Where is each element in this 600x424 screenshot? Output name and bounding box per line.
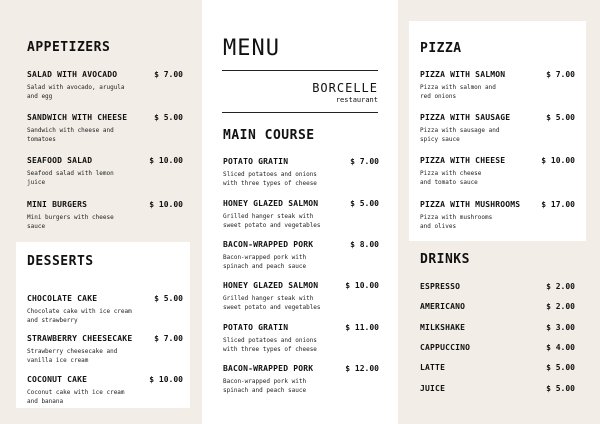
item-name: POTATO GRATIN bbox=[223, 323, 289, 332]
menu-item bbox=[27, 294, 183, 325]
item-description: Bacon-wrapped pork with spinach and peach sauce bbox=[223, 378, 307, 394]
item-name: HONEY GLAZED SALMON bbox=[223, 281, 319, 290]
item-description: Sandwich with cheese and tomatoes bbox=[27, 127, 114, 143]
menu-item bbox=[27, 156, 183, 187]
brand-block bbox=[312, 81, 378, 104]
item-name: PIZZA WITH CHEESE bbox=[420, 156, 506, 165]
menu-item bbox=[27, 200, 183, 231]
item-price: $ 3.00 bbox=[546, 323, 575, 332]
item-description: Bacon-wrapped pork with spinach and peach sauce bbox=[223, 254, 307, 270]
item-price: $ 7.00 bbox=[154, 70, 183, 79]
item-name: BACON-WRAPPED PORK bbox=[223, 364, 314, 373]
menu-item bbox=[420, 156, 575, 187]
menu-item bbox=[223, 323, 379, 354]
item-description: Grilled hanger steak with sweet potato and vegetables bbox=[223, 213, 321, 229]
item-description: Grilled hanger steak with sweet potato and vegetables bbox=[223, 295, 321, 311]
item-description: Sliced potatoes and onions with three types of cheese bbox=[223, 337, 317, 353]
drinks-section bbox=[420, 252, 575, 402]
middle-column bbox=[202, 0, 398, 424]
menu-item bbox=[27, 113, 183, 144]
item-description: Mini burgers with cheese sauce bbox=[27, 214, 114, 230]
item-name: SEAFOOD SALAD bbox=[27, 156, 93, 165]
drink-item bbox=[420, 302, 575, 311]
item-description: Seafood salad with lemon juice bbox=[27, 170, 114, 186]
menu-title: MENU bbox=[223, 36, 280, 61]
item-name: COCONUT CAKE bbox=[27, 375, 88, 384]
item-price: $ 5.00 bbox=[546, 113, 575, 122]
item-price: $ 10.00 bbox=[541, 156, 575, 165]
desserts-heading: DESSERTS bbox=[27, 254, 94, 269]
item-name: MINI BURGERS bbox=[27, 200, 88, 209]
menu-item bbox=[420, 200, 575, 231]
item-price: $ 2.00 bbox=[546, 282, 575, 291]
item-price: $ 5.00 bbox=[546, 384, 575, 393]
brand-name: BORCELLE bbox=[312, 81, 378, 95]
item-price: $ 5.00 bbox=[154, 113, 183, 122]
menu-item bbox=[420, 70, 575, 101]
item-description: Strawberry cheesecake and vanilla ice cream bbox=[27, 348, 118, 364]
item-name: AMERICANO bbox=[420, 302, 466, 311]
item-name: SANDWICH WITH CHEESE bbox=[27, 113, 128, 122]
menu-item bbox=[27, 375, 183, 406]
pizza-heading: PIZZA bbox=[420, 41, 462, 56]
menu-item bbox=[27, 334, 183, 365]
item-name: STRAWBERRY CHEESECAKE bbox=[27, 334, 133, 343]
item-name: SALAD WITH AVOCADO bbox=[27, 70, 118, 79]
drink-item bbox=[420, 384, 575, 393]
item-name: LATTE bbox=[420, 363, 446, 372]
item-price: $ 11.00 bbox=[345, 323, 379, 332]
drink-item bbox=[420, 343, 575, 352]
item-name: POTATO GRATIN bbox=[223, 157, 289, 166]
item-name: CHOCOLATE CAKE bbox=[27, 294, 98, 303]
main-course-section bbox=[223, 128, 379, 394]
item-price: $ 10.00 bbox=[149, 200, 183, 209]
item-price: $ 4.00 bbox=[546, 343, 575, 352]
item-price: $ 10.00 bbox=[149, 375, 183, 384]
menu-item bbox=[420, 113, 575, 144]
appetizers-heading: APPETIZERS bbox=[27, 40, 111, 55]
item-name: PIZZA WITH SALMON bbox=[420, 70, 506, 79]
item-price: $ 17.00 bbox=[541, 200, 575, 209]
item-name: MILKSHAKE bbox=[420, 323, 466, 332]
item-name: HONEY GLAZED SALMON bbox=[223, 199, 319, 208]
menu-item bbox=[27, 70, 183, 101]
item-description: Sliced potatoes and onions with three types of cheese bbox=[223, 171, 317, 187]
desserts-panel bbox=[16, 242, 190, 408]
brand-subtitle: restaurant bbox=[335, 96, 378, 104]
item-price: $ 8.00 bbox=[350, 240, 379, 249]
item-price: $ 2.00 bbox=[546, 302, 575, 311]
main-course-heading: MAIN COURSE bbox=[223, 128, 315, 143]
menu-item bbox=[223, 364, 379, 395]
item-description: Pizza with salmon and red onions bbox=[420, 84, 496, 100]
menu-item bbox=[223, 157, 379, 188]
appetizers-section bbox=[27, 40, 183, 230]
desserts-section bbox=[27, 254, 183, 404]
item-price: $ 7.00 bbox=[154, 334, 183, 343]
item-description: Coconut cake with ice cream and banana bbox=[27, 389, 125, 405]
divider bbox=[222, 70, 378, 71]
pizza-panel bbox=[409, 21, 586, 241]
item-description: Salad with avocado, arugula and egg bbox=[27, 84, 125, 100]
drink-item bbox=[420, 282, 575, 291]
item-name: JUICE bbox=[420, 384, 446, 393]
item-price: $ 5.00 bbox=[546, 363, 575, 372]
pizza-section bbox=[420, 41, 575, 236]
item-name: CAPPUCCINO bbox=[420, 343, 471, 352]
item-description: Pizza with cheese and tomato sauce bbox=[420, 170, 482, 186]
drink-item bbox=[420, 363, 575, 372]
divider bbox=[222, 112, 378, 113]
item-price: $ 5.00 bbox=[350, 199, 379, 208]
item-description: Pizza with sausage and spicy sauce bbox=[420, 127, 500, 143]
item-name: ESPRESSO bbox=[420, 282, 461, 291]
item-price: $ 7.00 bbox=[350, 157, 379, 166]
drinks-heading: DRINKS bbox=[420, 252, 470, 267]
item-name: BACON-WRAPPED PORK bbox=[223, 240, 314, 249]
drink-item bbox=[420, 323, 575, 332]
item-price: $ 7.00 bbox=[546, 70, 575, 79]
item-name: PIZZA WITH MUSHROOMS bbox=[420, 200, 521, 209]
item-description: Pizza with mushrooms and olives bbox=[420, 214, 493, 230]
item-price: $ 10.00 bbox=[149, 156, 183, 165]
item-price: $ 5.00 bbox=[154, 294, 183, 303]
item-name: PIZZA WITH SAUSAGE bbox=[420, 113, 511, 122]
item-description: Chocolate cake with ice cream and strawberry bbox=[27, 308, 132, 324]
menu-item bbox=[223, 281, 379, 312]
menu-item bbox=[223, 199, 379, 230]
item-price: $ 10.00 bbox=[345, 281, 379, 290]
item-price: $ 12.00 bbox=[345, 364, 379, 373]
menu-item bbox=[223, 240, 379, 271]
